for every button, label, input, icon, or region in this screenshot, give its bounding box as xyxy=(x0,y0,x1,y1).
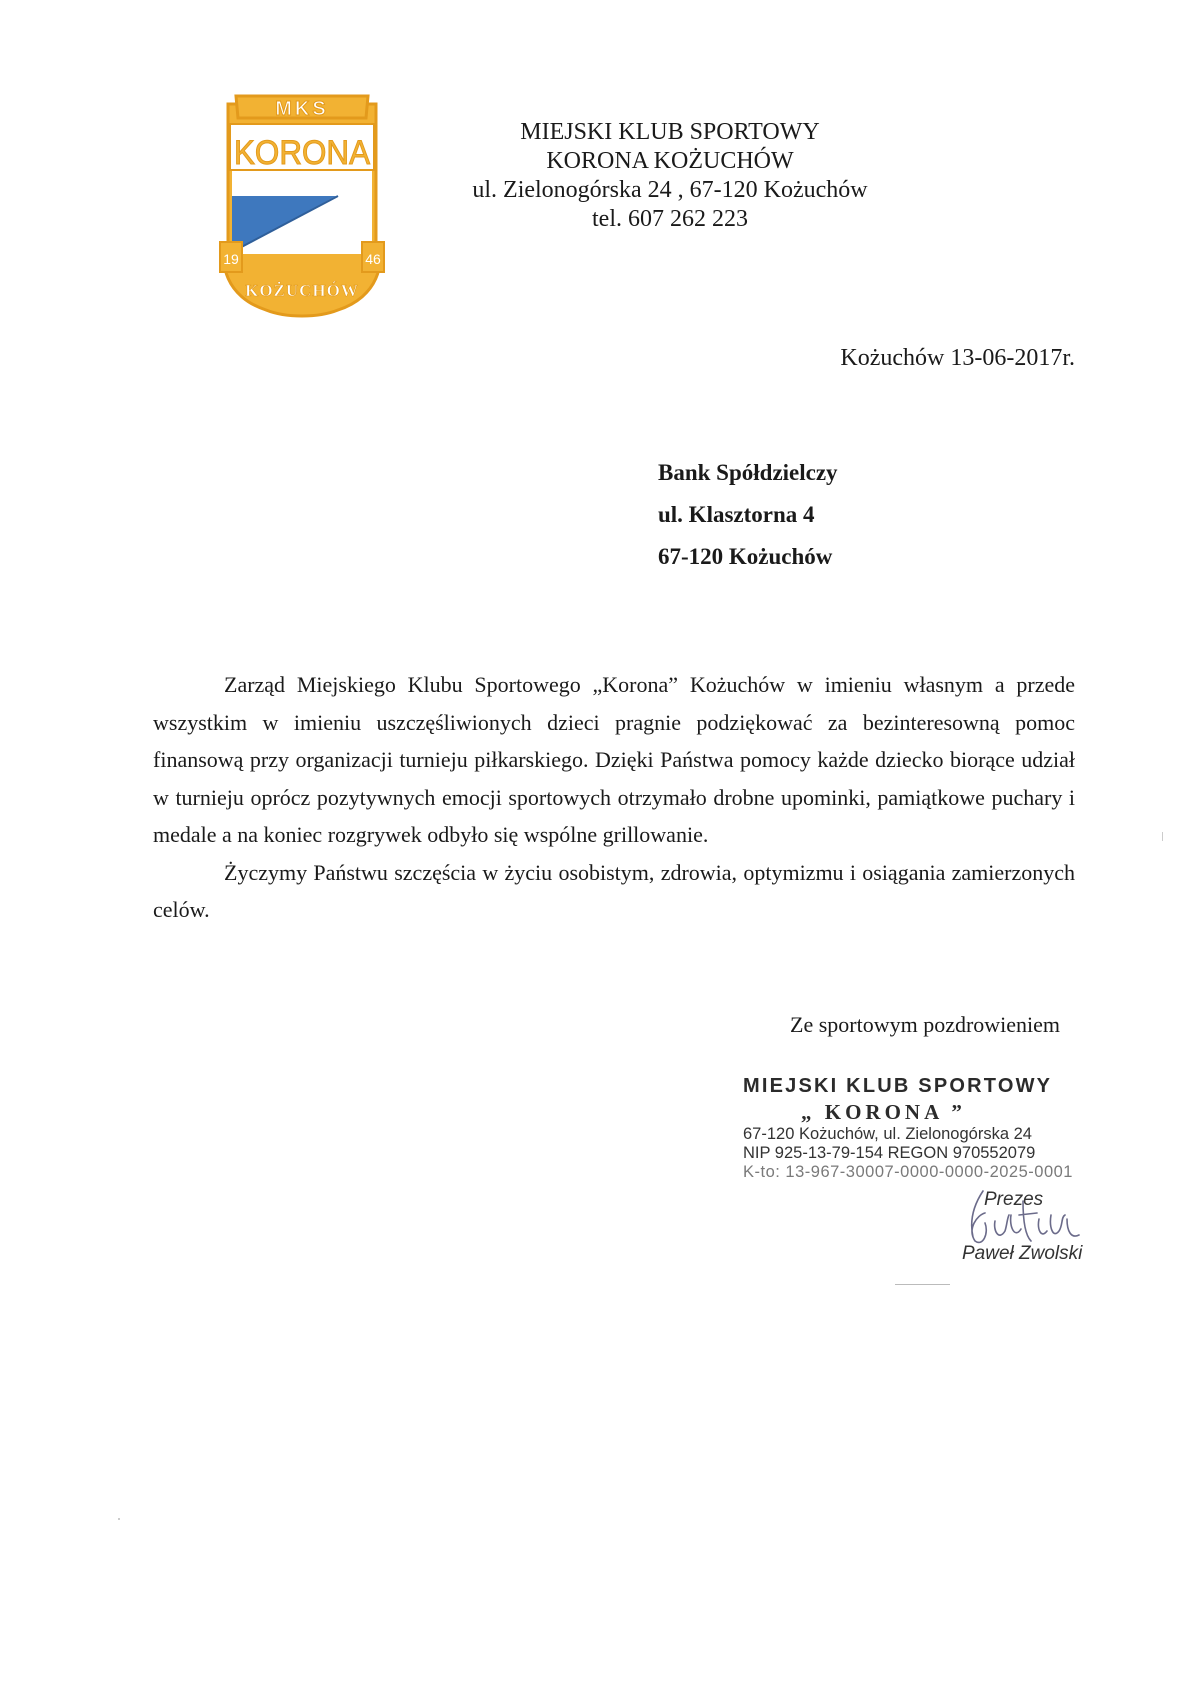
stamp-address: 67-120 Kożuchów, ul. Zielonogórska 24 xyxy=(743,1125,1032,1143)
scan-artifact-line xyxy=(895,1284,950,1285)
crest-year-right: 46 xyxy=(365,251,381,267)
scan-artifact-dot xyxy=(118,1518,120,1520)
recipient-name: Bank Spółdzielczy xyxy=(658,460,838,485)
crest-korona-text: KORONA xyxy=(234,134,371,172)
crest-city-text: KOŻUCHÓW xyxy=(245,281,359,300)
closing-salutation: Ze sportowym pozdrowieniem xyxy=(790,1012,1061,1037)
stamp-club-name: „ KORONA ” xyxy=(801,1100,966,1124)
stamp-club-title: MIEJSKI KLUB SPORTOWY xyxy=(743,1075,1053,1097)
club-crest-logo xyxy=(218,92,386,324)
letterhead-club-name: MIEJSKI KLUB SPORTOWY xyxy=(520,119,820,145)
letterhead-address: ul. Zielonogórska 24 , 67-120 Kożuchów xyxy=(472,177,868,203)
recipient-street: ul. Klasztorna 4 xyxy=(658,502,815,527)
body-paragraph-thanks: Zarząd Miejskiego Klubu Sportowego „Korona” Kożuchów w imieniu własnym a przede wszystkim w imieniu uszczęśliwionych dzieci pragnie podziękować za bezinteresowną pomoc finansową przy organizacji turnieju piłkarskiego. Dzięki Państwa pomocy każde dziecko biorące udział w turnieju oprócz pozytywnych emocji sportowych otrzymało drobne upominki, pamiątkowe puchary i medale a na koniec rozgrywek odbyło się wspólne grillowanie. xyxy=(153,672,1075,847)
letterhead-club-city: KORONA KOŻUCHÓW xyxy=(546,148,794,174)
stamp-bank-account: K-to: 13-967-30007-0000-0000-2025-0001 xyxy=(743,1163,1073,1181)
letterhead-phone: tel. 607 262 223 xyxy=(592,206,748,232)
club-stamp xyxy=(743,1075,1083,1182)
scan-artifact-mark xyxy=(1162,832,1163,841)
signer-name: Paweł Zwolski xyxy=(962,1243,1083,1264)
letter-body xyxy=(153,666,1075,929)
stamp-nip-regon: NIP 925-13-79-154 REGON 970552079 xyxy=(743,1144,1036,1162)
letter-date: Kożuchów 13-06-2017r. xyxy=(840,345,1075,371)
crest-mks-text: MKS xyxy=(275,98,329,120)
recipient-address xyxy=(658,452,838,578)
letterhead xyxy=(440,118,900,234)
recipient-city: 67-120 Kożuchów xyxy=(658,544,833,569)
signer-role: Prezes xyxy=(984,1189,1044,1210)
crest-year-left: 19 xyxy=(223,251,239,267)
body-paragraph-wishes: Życzymy Państwu szczęścia w życiu osobistym, zdrowia, optymizmu i osiągania zamierzonych celów. xyxy=(153,859,1075,922)
